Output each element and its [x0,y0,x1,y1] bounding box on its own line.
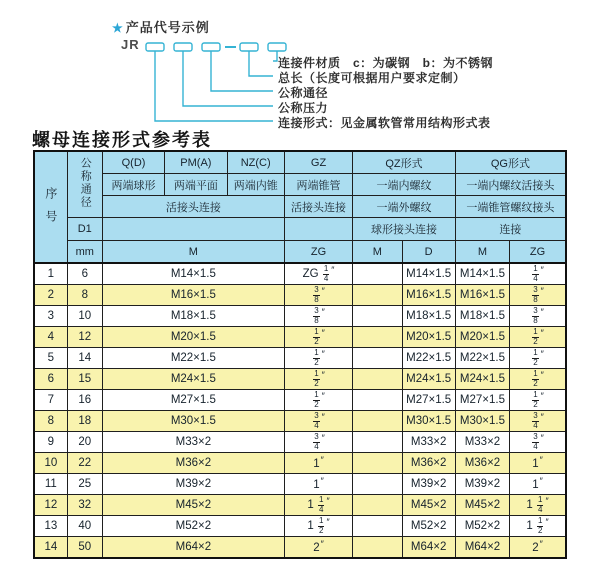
inch-mark: ″ [320,539,324,550]
fraction: $\frac{1}{2}$ [314,389,319,409]
fraction: $\frac{3}{8}$ [314,305,319,325]
cell-gz [284,432,352,453]
diagram-title [112,17,210,36]
cell-qz-d: M36×2 [402,453,455,474]
cell-qg-zg: 1 $\frac{1}{4}$ ″ [510,495,566,516]
fraction: $\frac{1}{4}$ [319,494,324,514]
cell-seq: 11 [34,474,67,495]
fraction: $\frac{3}{8}$ [533,305,538,325]
inch-mark: ″ [540,432,544,443]
fraction: $\frac{1}{2}$ [533,389,538,409]
cell-qz-m [353,495,402,516]
header-col-qz: QZ形式 [353,151,456,174]
cell-gz [284,390,352,411]
diagram-label-pressure: 公称压力 [278,101,329,115]
cell-gz [284,369,352,390]
cell-qg-zg [510,348,566,369]
header-qz-desc1: 一端内螺纹 [353,174,456,196]
inch-mark: ″ [321,369,325,380]
header-qg-desc1: 一端内螺纹活接头 [455,174,566,196]
inch-mark: ″ [321,327,325,338]
cell-seq: 13 [34,516,67,537]
nut-connection-table [33,150,567,559]
cell-qg-m: M45×2 [455,495,509,516]
table-row [34,369,566,390]
cell-qg-zg [510,432,566,453]
fraction: $\frac{1}{4}$ [323,263,329,283]
cell-qg-zg [510,306,566,327]
cell-gz [284,411,352,432]
header-nz-desc: 两端内锥 [227,174,284,196]
table-body [34,263,566,558]
cell-dn: 6 [67,263,102,285]
inch-mark: ″ [321,432,325,443]
header-d1: D1 [67,218,102,241]
cell-m: M36×2 [102,453,284,474]
cell-dn: 12 [67,327,102,348]
cell-qz-m [353,263,402,285]
header-seq [34,151,67,263]
table-row [34,285,566,306]
header-union-conn: 活接头连接 [102,196,284,218]
table-row [34,537,566,559]
cell-qg-m: M27×1.5 [455,390,509,411]
cell-qz-d: M30×1.5 [402,411,455,432]
cell-qg-zg [510,411,566,432]
table-row [34,516,566,537]
cell-qz-d: M39×2 [402,474,455,495]
fraction: $\frac{1}{2}$ [538,515,543,535]
fraction: $\frac{1}{2}$ [319,515,324,535]
cell-gz: ZG $\frac{1}{4}$ ″ [284,263,352,285]
inch-mark: ″ [321,285,325,296]
inch-mark: ″ [540,285,544,296]
connector-line-form [155,51,273,121]
cell-qz-m [353,306,402,327]
cell-seq: 5 [34,348,67,369]
cell-qg-m: M33×2 [455,432,509,453]
table-row [34,327,566,348]
code-box-1 [146,43,164,51]
cell-qz-d: M16×1.5 [402,285,455,306]
header-gz-desc: 两端锥管 [284,174,352,196]
fraction: $\frac{3}{4}$ [314,431,319,451]
header-m-label: M [102,241,284,264]
fraction: $\frac{1}{2}$ [314,347,319,367]
cell-m: M14×1.5 [102,263,284,285]
inch-mark: ″ [331,264,335,275]
cell-seq: 2 [34,285,67,306]
cell-m: M33×2 [102,432,284,453]
cell-qg-zg [510,263,566,285]
cell-qg-m: M18×1.5 [455,306,509,327]
connector-line-material [273,51,277,61]
inch-mark: ″ [321,411,325,422]
cell-qg-zg [510,390,566,411]
cell-m: M45×2 [102,495,284,516]
inch-mark: ″ [540,306,544,317]
cell-dn: 15 [67,369,102,390]
cell-qz-d: M64×2 [402,537,455,559]
cell-qz-d: M52×2 [402,516,455,537]
header-gz-conn: 活接头连接 [284,196,352,218]
table-row [34,390,566,411]
cell-qz-m [353,432,402,453]
table-row [34,411,566,432]
cell-gz [284,306,352,327]
cell-gz [284,348,352,369]
cell-qz-m [353,285,402,306]
cell-qz-d: M24×1.5 [402,369,455,390]
cell-dn: 50 [67,537,102,559]
fraction: $\frac{3}{8}$ [314,284,319,304]
cell-qz-m [353,348,402,369]
inch-mark: ″ [540,348,544,359]
cell-m: M39×2 [102,474,284,495]
inch-mark: ″ [540,411,544,422]
header-qg-m: M [455,241,509,264]
cell-gz: 1 $\frac{1}{2}$ ″ [284,516,352,537]
cell-m: M18×1.5 [102,306,284,327]
cell-m: M52×2 [102,516,284,537]
cell-m: M24×1.5 [102,369,284,390]
cell-qz-d: M33×2 [402,432,455,453]
header-dn [67,151,102,218]
header-col-q: Q(D) [102,151,164,174]
header-qg-zg: ZG [510,241,566,264]
header-q-desc: 两端球形 [102,174,164,196]
cell-seq: 7 [34,390,67,411]
cell-m: M20×1.5 [102,327,284,348]
cell-qg-zg: 2″ [510,537,566,559]
fraction: $\frac{1}{2}$ [314,368,319,388]
cell-qg-m: M36×2 [455,453,509,474]
connector-line-diameter [211,51,273,91]
cell-qg-m: M39×2 [455,474,509,495]
cell-qg-m: M20×1.5 [455,327,509,348]
cell-qz-m [353,327,402,348]
fraction: $\frac{1}{2}$ [533,326,538,346]
cell-gz [284,327,352,348]
header-empty-qpmnz [102,218,284,241]
inch-mark: ″ [321,348,325,359]
inch-mark: ″ [320,455,324,466]
cell-m: M30×1.5 [102,411,284,432]
star-icon: ★ [112,21,124,35]
table-row [34,495,566,516]
fraction: $\frac{1}{4}$ [538,494,543,514]
header-col-gz: GZ [284,151,352,174]
header-dn-text: 公称通径 [79,157,92,209]
cell-qz-d: M18×1.5 [402,306,455,327]
header-seq-text: 序号 [43,186,58,233]
cell-qg-zg: 1″ [510,453,566,474]
fraction: $\frac{1}{2}$ [533,368,538,388]
table-row [34,453,566,474]
cell-gz: 2″ [284,537,352,559]
inch-mark: ″ [539,455,543,466]
fraction: $\frac{1}{4}$ [533,263,538,283]
fraction: $\frac{1}{2}$ [314,326,319,346]
cell-seq: 6 [34,369,67,390]
inch-mark: ″ [539,476,543,487]
inch-mark: ″ [321,306,325,317]
cell-qz-d: M20×1.5 [402,327,455,348]
cell-qg-m: M52×2 [455,516,509,537]
cell-qz-d: M22×1.5 [402,348,455,369]
cell-dn: 32 [67,495,102,516]
cell-qg-zg: 1 $\frac{1}{2}$ ″ [510,516,566,537]
cell-seq: 10 [34,453,67,474]
inch-mark: ″ [321,390,325,401]
cell-dn: 10 [67,306,102,327]
cell-dn: 16 [67,390,102,411]
table-row [34,432,566,453]
inch-mark: ″ [326,495,330,506]
cell-seq: 8 [34,411,67,432]
diagram-label-form: 连接形式：见金属软管常用结构形式表 [278,116,491,130]
code-prefix: JR [121,37,140,52]
fraction: $\frac{3}{4}$ [533,431,538,451]
cell-qg-m: M24×1.5 [455,369,509,390]
cell-m: M27×1.5 [102,390,284,411]
code-box-3 [202,43,220,51]
cell-qg-zg: 1″ [510,474,566,495]
cell-gz: 1″ [284,453,352,474]
diagram-title-text: 产品代号示例 [125,20,210,35]
inch-mark: ″ [320,476,324,487]
header-qg-conn: 连接 [455,218,566,241]
code-box-2 [174,43,192,51]
cell-qg-m: M30×1.5 [455,411,509,432]
cell-seq: 9 [34,432,67,453]
cell-seq: 4 [34,327,67,348]
diagram-label-diameter: 公称通径 [278,86,329,100]
header-col-pm: PM(A) [165,151,227,174]
cell-qz-m [353,411,402,432]
cell-qg-zg [510,285,566,306]
fraction: $\frac{3}{8}$ [533,284,538,304]
cell-dn: 14 [67,348,102,369]
cell-seq: 14 [34,537,67,559]
cell-qz-m [353,390,402,411]
cell-m: M22×1.5 [102,348,284,369]
inch-mark: ″ [545,516,549,527]
diagram-label-material: 连接件材质 c：为碳钢 b：为不锈钢 [278,56,494,70]
inch-mark: ″ [539,539,543,550]
header-qg-desc2: 一端锥管螺纹接头 [455,196,566,218]
cell-qz-m [353,516,402,537]
inch-mark: ″ [540,369,544,380]
code-box-5 [268,43,286,51]
cell-seq: 12 [34,495,67,516]
table-row [34,348,566,369]
cell-dn: 25 [67,474,102,495]
header-qz-conn: 球形接头连接 [353,218,456,241]
cell-dn: 22 [67,453,102,474]
header-col-qg: QG形式 [455,151,566,174]
cell-qz-m [353,453,402,474]
cell-dn: 8 [67,285,102,306]
table-row [34,306,566,327]
header-pm-desc: 两端平面 [165,174,227,196]
inch-mark: ″ [540,264,544,275]
cell-qz-m [353,537,402,559]
fraction: $\frac{3}{4}$ [533,410,538,430]
code-box-4 [240,43,258,51]
cell-qz-m [353,474,402,495]
table-row [34,474,566,495]
cell-qg-zg [510,327,566,348]
diagram-label-length: 总长（长度可根据用户要求定制） [278,71,466,85]
header-mm: mm [67,241,102,264]
cell-qz-m [353,369,402,390]
header-col-nz: NZ(C) [227,151,284,174]
table-title: 螺母连接形式参考表 [32,130,212,150]
header-qz-d: D [402,241,455,264]
connector-line-length [249,51,273,76]
connector-line-pressure [183,51,273,106]
cell-qg-m: M14×1.5 [455,263,509,285]
fraction: $\frac{3}{4}$ [314,410,319,430]
cell-gz [284,285,352,306]
cell-qz-d: M45×2 [402,495,455,516]
cell-qz-d: M27×1.5 [402,390,455,411]
fraction: $\frac{1}{2}$ [533,347,538,367]
cell-qg-m: M64×2 [455,537,509,559]
cell-qg-m: M16×1.5 [455,285,509,306]
cell-seq: 3 [34,306,67,327]
cell-dn: 18 [67,411,102,432]
cell-m: M16×1.5 [102,285,284,306]
inch-mark: ″ [540,327,544,338]
header-qz-desc2: 一端外螺纹 [353,196,456,218]
header-qz-m: M [353,241,402,264]
cell-gz: 1 $\frac{1}{4}$ ″ [284,495,352,516]
header-zg-label: ZG [284,241,352,264]
cell-m: M64×2 [102,537,284,559]
cell-dn: 40 [67,516,102,537]
cell-gz: 1″ [284,474,352,495]
cell-qg-zg [510,369,566,390]
cell-qg-m: M22×1.5 [455,348,509,369]
inch-mark: ″ [326,516,330,527]
header-empty-gz [284,218,352,241]
table-row [34,263,566,285]
inch-mark: ″ [540,390,544,401]
cell-seq: 1 [34,263,67,285]
inch-mark: ″ [545,495,549,506]
cell-qz-d: M14×1.5 [402,263,455,285]
cell-dn: 20 [67,432,102,453]
